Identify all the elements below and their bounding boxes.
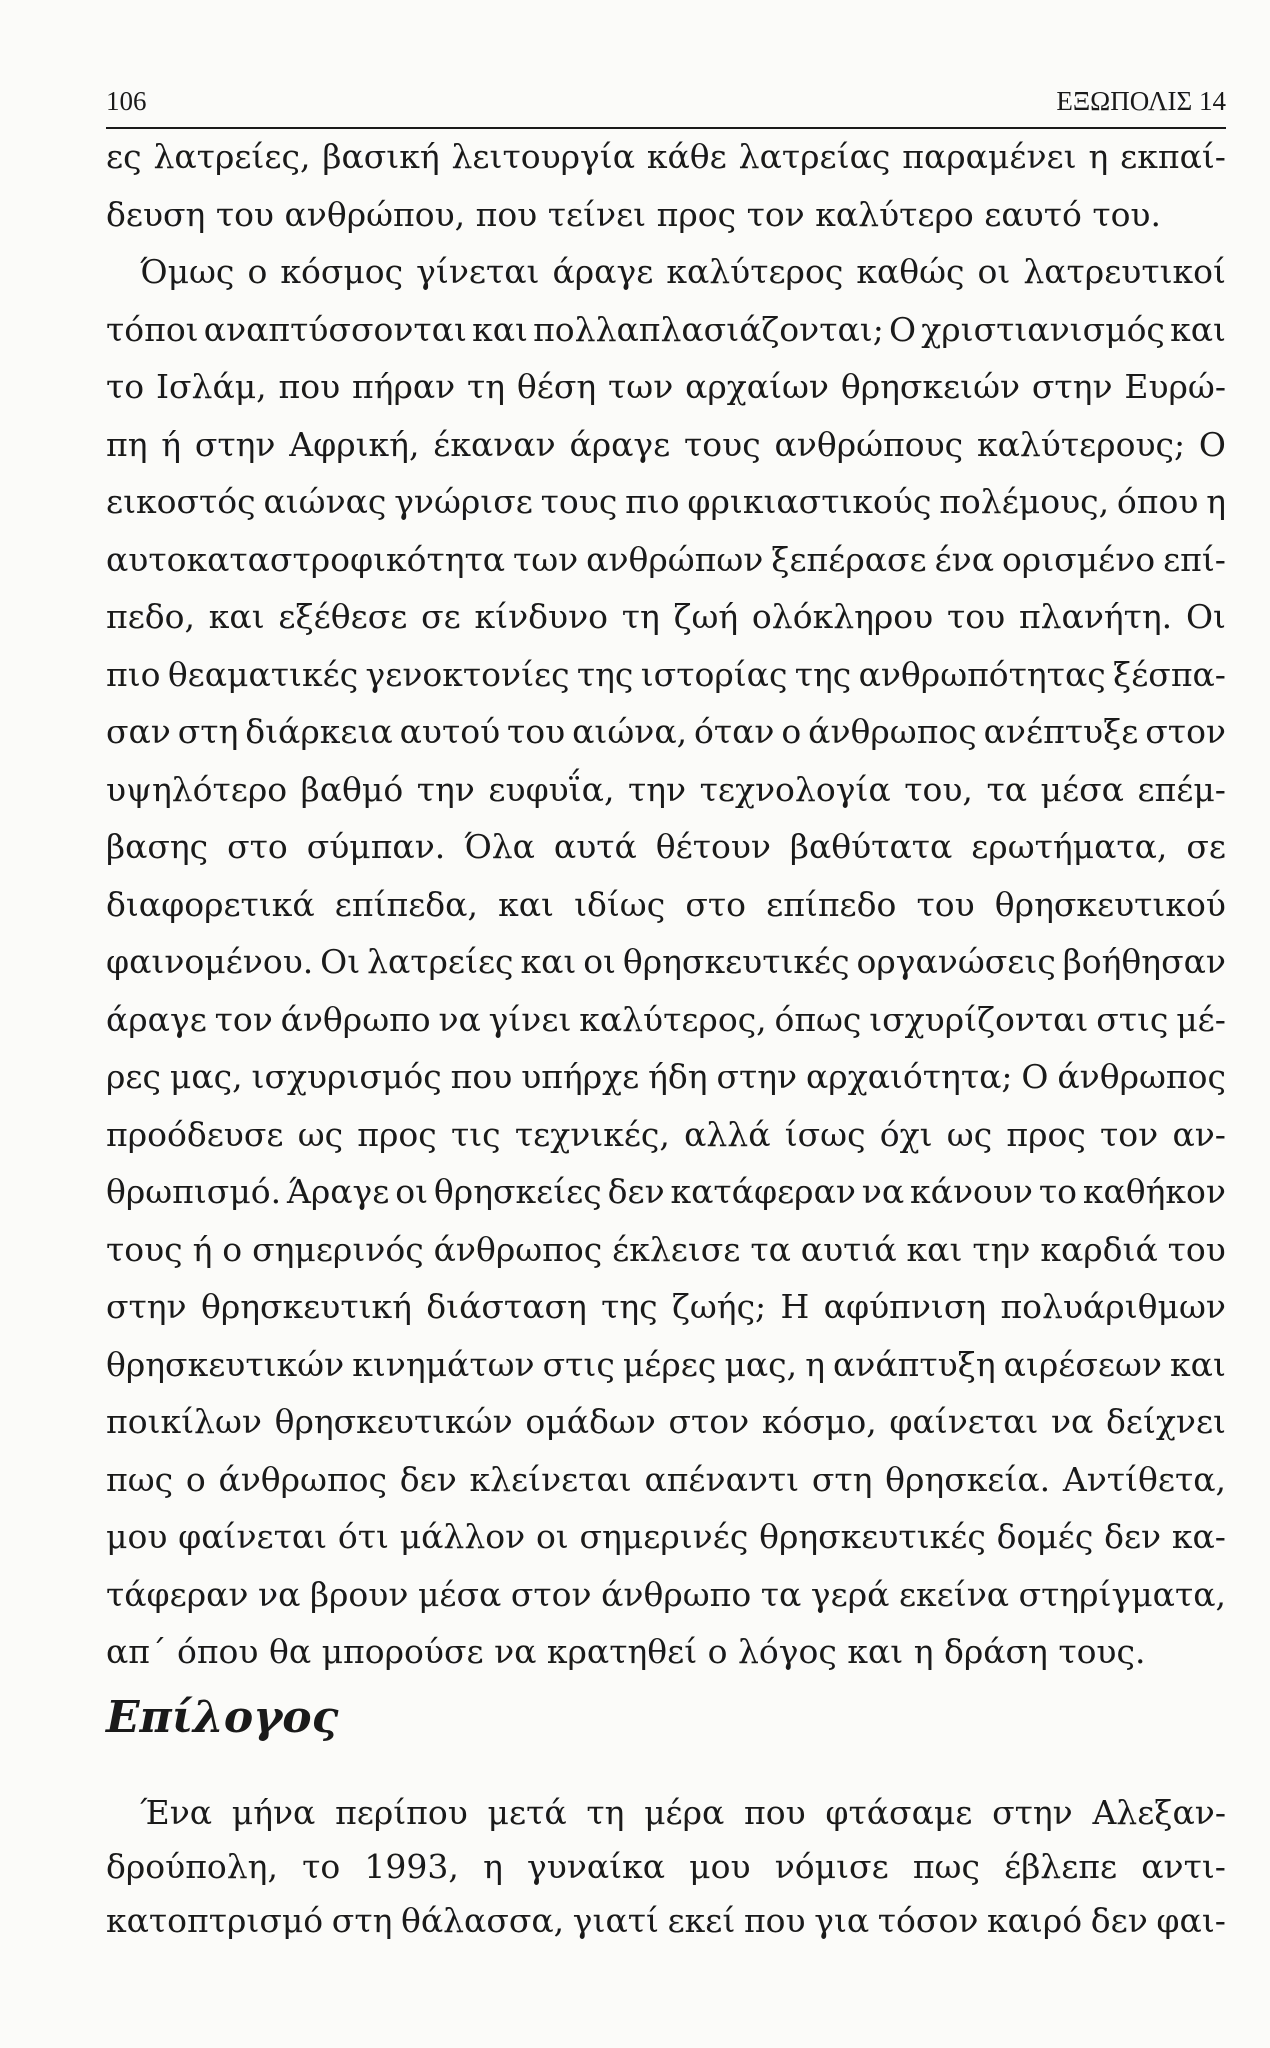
text-line: δρούπολη, το 1993, η γυναίκα μου νόμισε πως έβλεπε αντι- [106,1847,1226,1886]
section-heading: Επίλογος [106,1692,339,1743]
journal-title: ΕΞΩΠΟΛΙΣ 14 [1056,86,1226,116]
text-line: ες λατρείες, βασική λειτουργία κάθε λατρείας παραμένει η εκπαί- [106,137,1226,176]
text-line: αυτοκαταστροφικότητα των ανθρώπων ξεπέρασε ένα ορισμένο επί- [106,539,1226,579]
text-line: τους ή ο σημερινός άνθρωπος έκλεισε τα αυτιά και την καρδιά του [106,1229,1226,1269]
text-line: βασης στο σύμπαν. Όλα αυτά θέτουν βαθύτατα ερωτήματα, σε [106,827,1226,866]
text-line: ρες μας, ισχυρισμός που υπήρχε ήδη στην αρχαιότητα; Ο άνθρωπος [106,1057,1226,1096]
text-line: εικοστός αιώνας γνώρισε τους πιο φρικιαστικούς πολέμους, όπου η [106,482,1226,521]
text-line: στην θρησκευτική διάσταση της ζωής; Η αφύπνιση πολυάριθμων [106,1287,1226,1326]
text-line: άραγε τον άνθρωπο να γίνει καλύτερος, όπως ισχυρίζονται στις μέ- [106,999,1226,1039]
text-line: απ΄ όπου θα μπορούσε να κρατηθεί ο λόγος και η δράση τους. [106,1632,1146,1671]
text-line: τόποι αναπτύσσονται και πολλαπλασιάζονται; Ο χριστιανισμός και [106,309,1226,349]
text-line: σαν στη διάρκεια αυτού του αιώνα, όταν ο άνθρωπος ανέπτυξε στον [106,712,1226,751]
text-line: πως ο άνθρωπος δεν κλείνεται απέναντι στη θρησκεία. Αντίθετα, [106,1459,1226,1499]
text-line: θρωπισμό. Άραγε οι θρησκείες δεν κατάφεραν να κάνουν το καθήκον [106,1172,1226,1211]
page-number: 106 [106,86,147,116]
text-line: πη ή στην Αφρική, έκαναν άραγε τους ανθρώπους καλύτερους; Ο [106,424,1226,464]
text-line: υψηλότερο βαθμό την ευφυΐα, την τεχνολογία του, τα μέσα επέμ- [106,769,1226,809]
text-line: θρησκευτικών κινημάτων στις μέρες μας, η ανάπτυξη αιρέσεων και [106,1344,1226,1384]
header-rule [106,127,1226,129]
text-line: προόδευσε ως προς τις τεχνικές, αλλά ίσως όχι ως προς τον αν- [106,1114,1226,1154]
text-line: Όμως ο κόσμος γίνεται άραγε καλύτερος καθώς οι λατρευτικοί [140,252,1226,291]
text-line: τάφεραν να βρουν μέσα στον άνθρωπο τα γερά εκείνα στηρίγματα, [106,1574,1226,1614]
text-line: διαφορετικά επίπεδα, και ιδίως στο επίπεδο του θρησκευτικού [106,884,1226,924]
text-line: πιο θεαματικές γενοκτονίες της ιστορίας της ανθρωπότητας ξέσπα- [106,654,1226,694]
text-line: δευση του ανθρώπου, που τείνει προς τον καλύτερο εαυτό του. [106,194,1161,234]
text-line: ποικίλων θρησκευτικών ομάδων στον κόσμο, φαίνεται να δείχνει [106,1402,1226,1441]
text-line: πεδο, και εξέθεσε σε κίνδυνο τη ζωή ολόκληρου του πλανήτη. Οι [106,597,1226,636]
running-head [106,86,1226,126]
text-line: κατοπτρισμό στη θάλασσα, γιατί εκεί που για τόσον καιρό δεν φαι- [106,1901,1226,1940]
text-line: Ένα μήνα περίπου μετά τη μέρα που φτάσαμε στην Αλεξαν- [140,1793,1226,1832]
text-line: το Ισλάμ, που πήραν τη θέση των αρχαίων θρησκειών στην Ευρώ- [106,367,1226,406]
text-line: μου φαίνεται ότι μάλλον οι σημερινές θρησκευτικές δομές δεν κα- [106,1517,1226,1556]
text-line: φαινομένου. Οι λατρείες και οι θρησκευτικές οργανώσεις βοήθησαν [106,942,1226,981]
